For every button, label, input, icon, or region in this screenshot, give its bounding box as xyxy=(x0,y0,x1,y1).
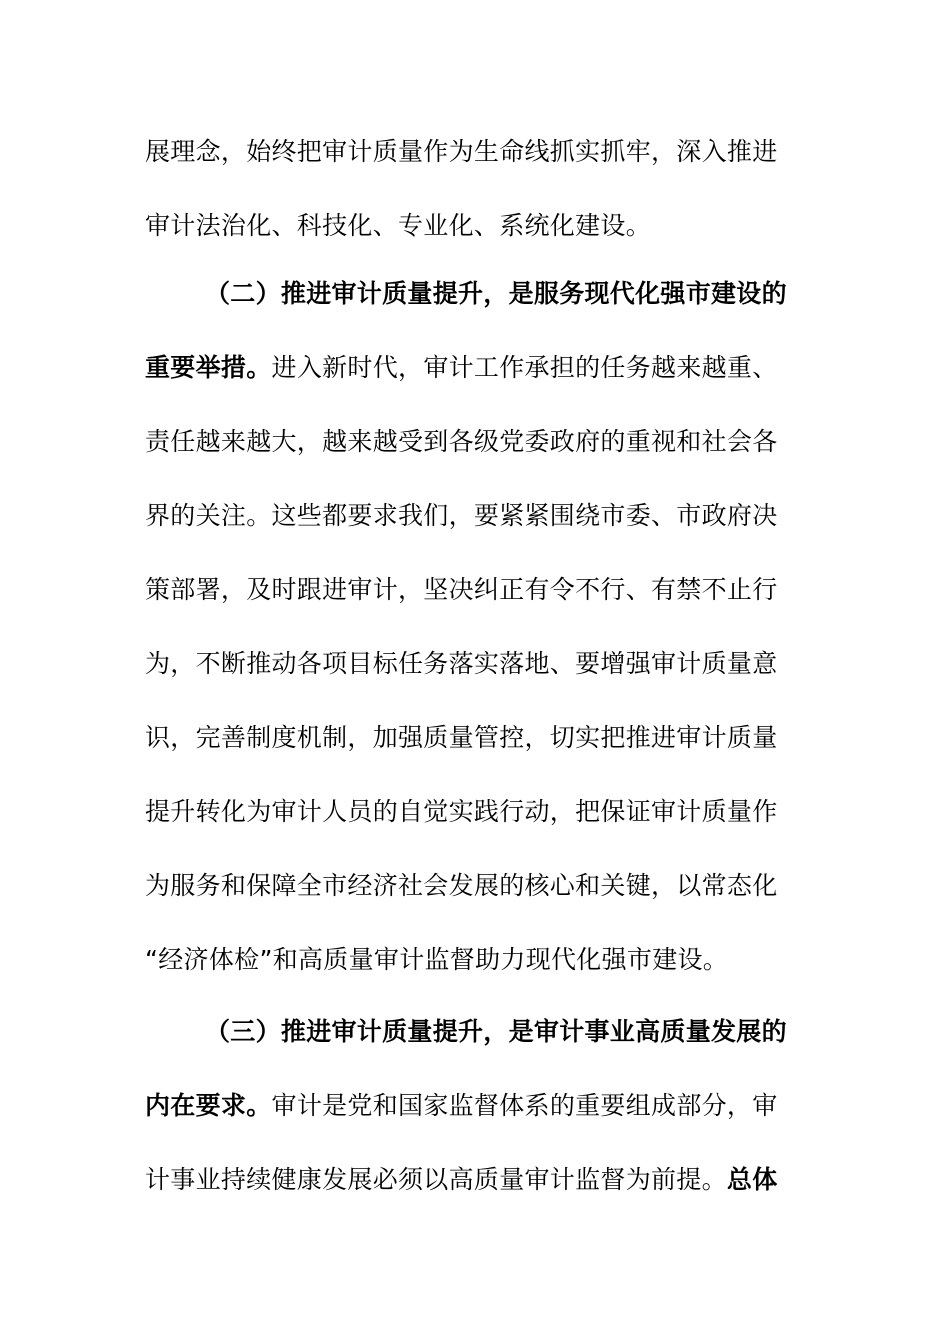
line-text: 为，不断推动各项目标任务落实落地、要增强审计质量意 xyxy=(145,649,778,678)
heading-text: （二）推进审计质量提升，是服务现代化强市建设的 xyxy=(205,279,787,308)
line-text: 审计法治化、科技化、专业化、系统化建设。 xyxy=(145,211,652,240)
paragraph-line xyxy=(145,1086,810,1126)
paragraph-line xyxy=(145,866,810,906)
heading-text: 内在要求。 xyxy=(145,1091,272,1120)
line-text: 识，完善制度机制，加强质量管控，切实把推进审计质量 xyxy=(145,723,778,752)
paragraph-line xyxy=(145,570,810,610)
line-text: 进入新时代，审计工作承担的任务越来越重、 xyxy=(271,353,778,382)
line-text: 审计是党和国家监督体系的重要组成部分，审 xyxy=(271,1091,778,1120)
line-text: 策部署，及时跟进审计，坚决纠正有令不行、有禁不止行 xyxy=(145,575,778,604)
paragraph-line xyxy=(145,718,810,758)
paragraph-line xyxy=(145,422,810,462)
line-text: 提升转化为审计人员的自觉实践行动，把保证审计质量作 xyxy=(145,797,778,826)
line-text: 计事业持续健康发展必须以高质量审计监督为前提。 xyxy=(145,1165,727,1194)
paragraph-line xyxy=(145,496,810,536)
paragraph-line xyxy=(145,644,810,684)
paragraph-line xyxy=(145,1160,810,1200)
heading-text: （三）推进审计质量提升，是审计事业高质量发展的 xyxy=(205,1017,787,1046)
paragraph-line xyxy=(145,792,810,832)
line-text: 展理念，始终把审计质量作为生命线抓实抓牢，深入推进 xyxy=(145,137,778,166)
heading-text: 重要举措。 xyxy=(145,353,272,382)
paragraph-line xyxy=(145,132,810,172)
paragraph-line xyxy=(145,206,810,246)
section-heading-3 xyxy=(205,1012,810,1052)
line-text: “经济体检”和高质量审计监督助力现代化强市建设。 xyxy=(145,945,729,974)
line-text: 界的关注。这些都要求我们，要紧紧围绕市委、市政府决 xyxy=(145,501,778,530)
heading-text: 总体 xyxy=(726,1165,778,1194)
section-heading-2 xyxy=(205,274,810,314)
line-text: 为服务和保障全市经济社会发展的核心和关键，以常态化 xyxy=(145,871,778,900)
paragraph-line xyxy=(145,348,810,388)
line-text: 责任越来越大，越来越受到各级党委政府的重视和社会各 xyxy=(145,427,778,456)
paragraph-line xyxy=(145,940,810,980)
